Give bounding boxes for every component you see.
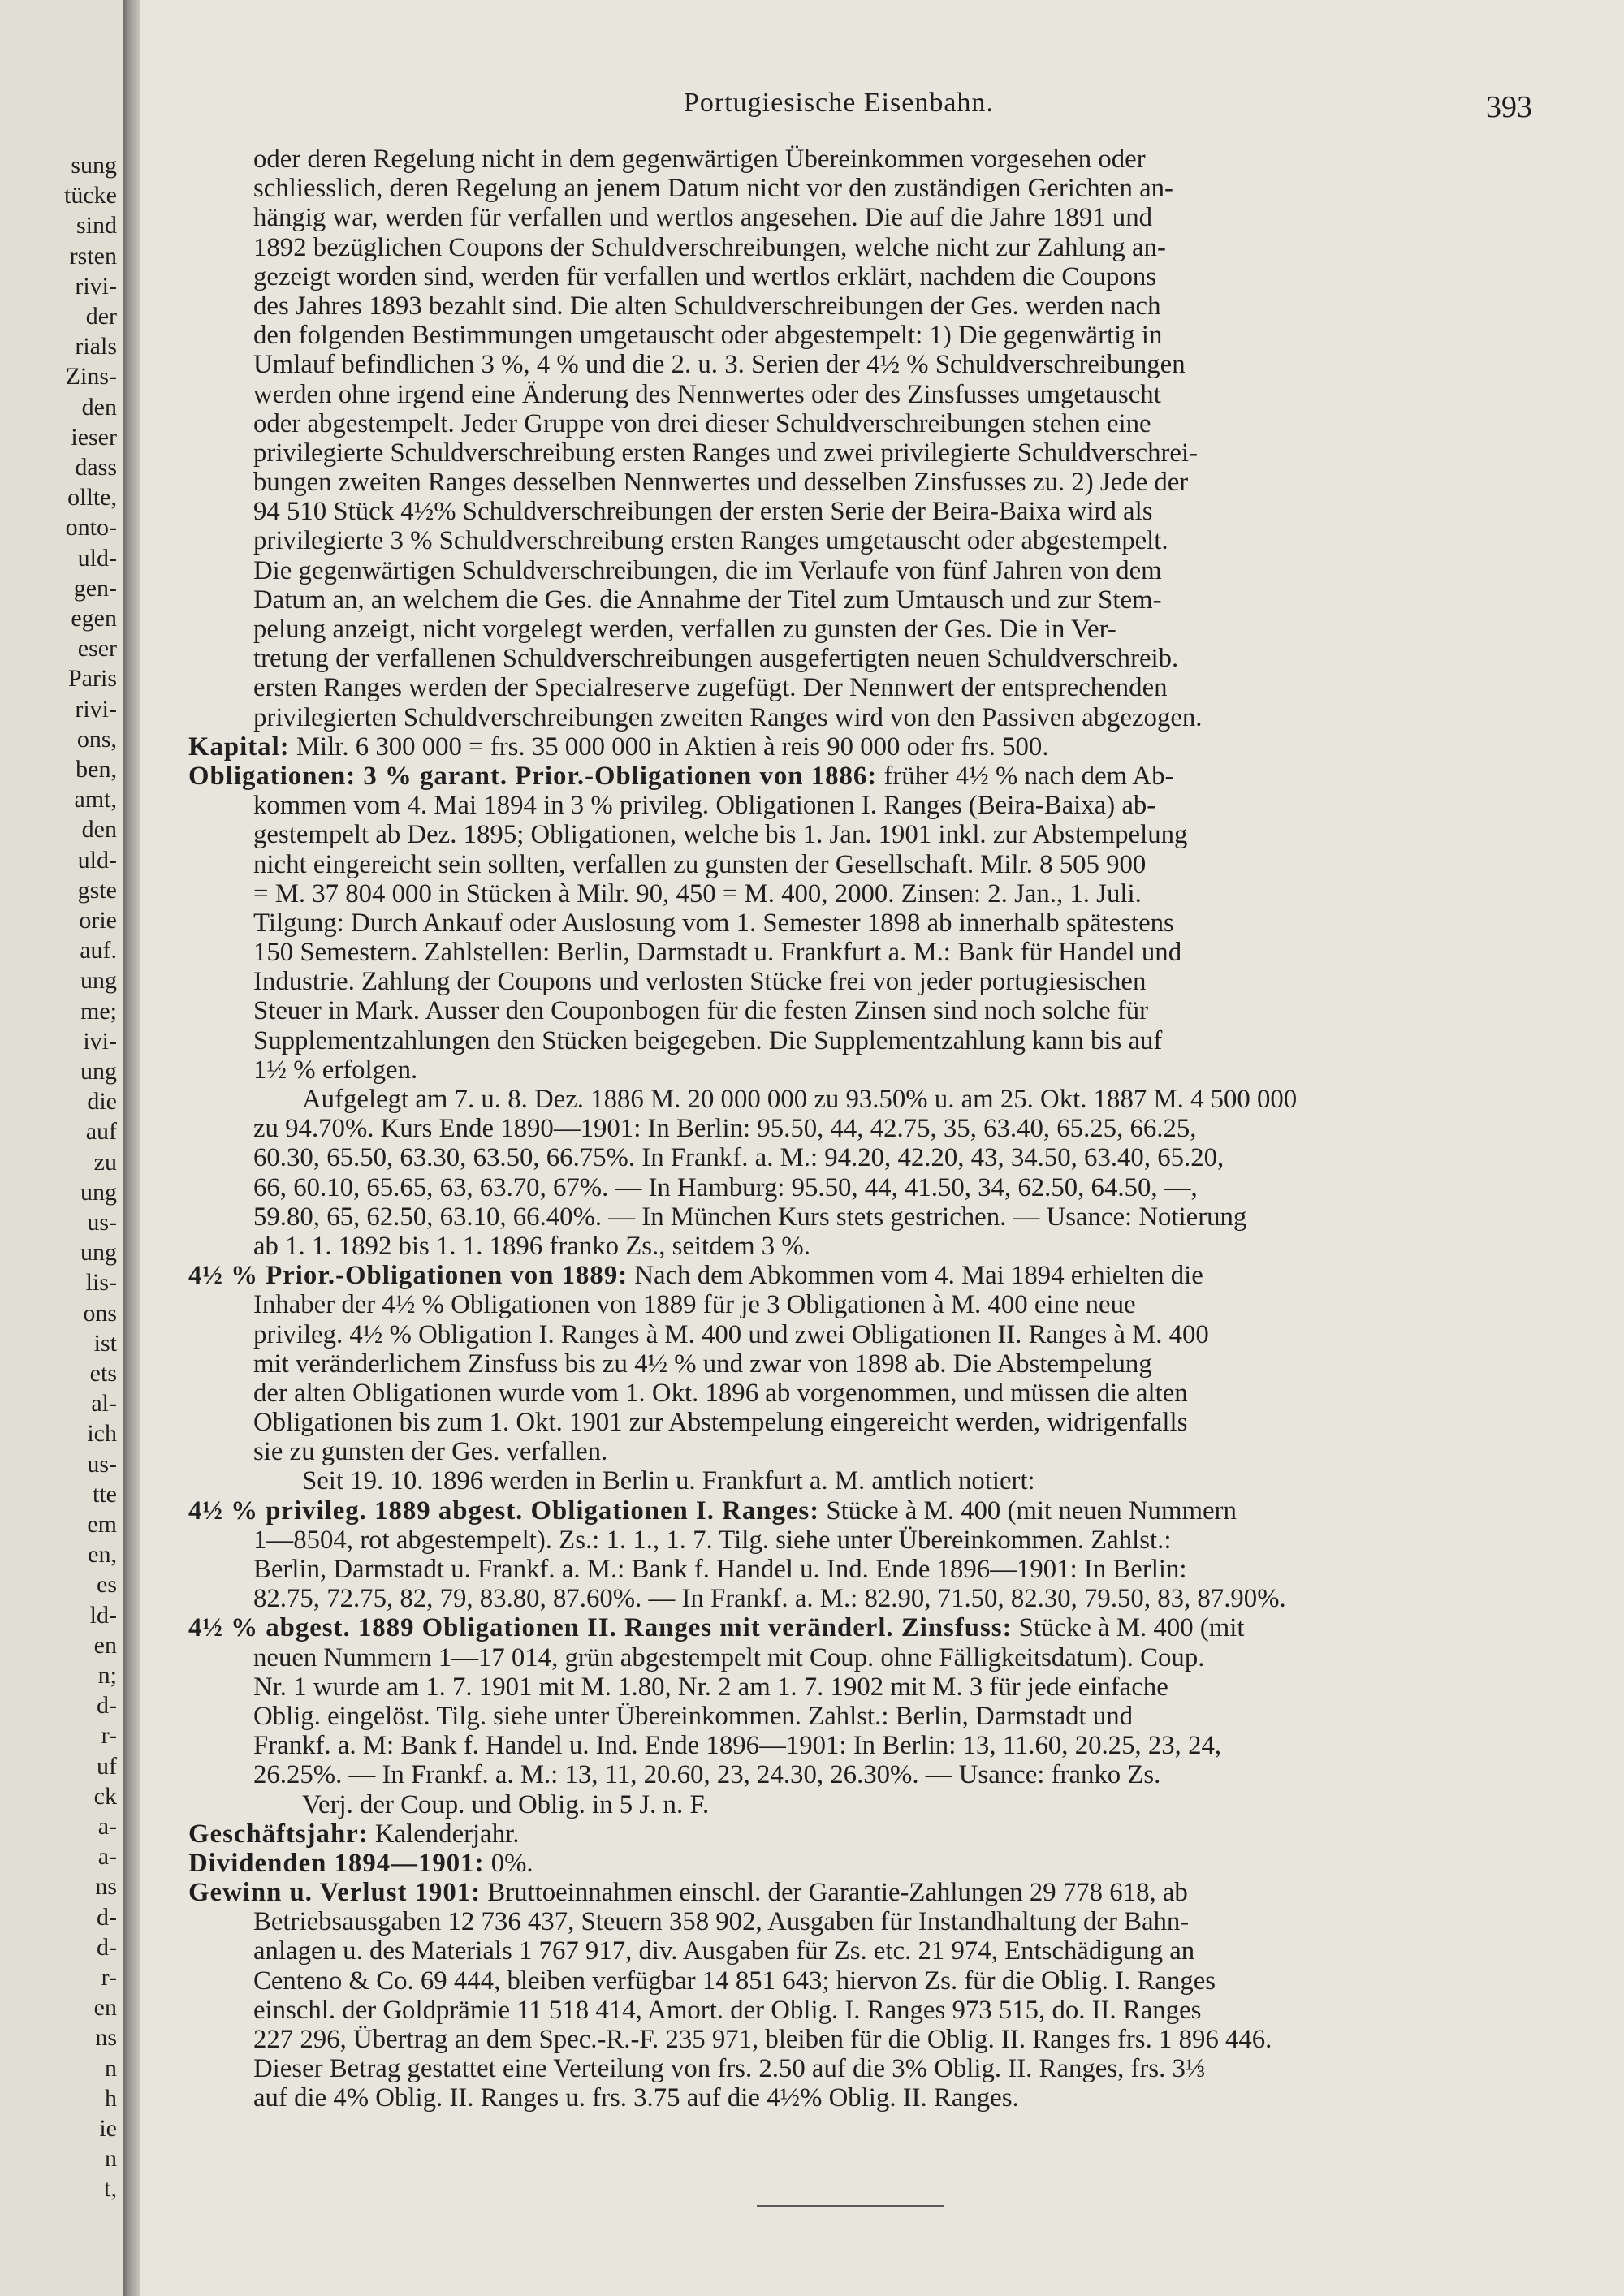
fragment-line: Zins- xyxy=(65,363,117,391)
line-text: 1892 bezüglichen Coupons der Schuldverschreibungen, welche nicht zur Zahlung an- xyxy=(253,232,1166,262)
fragment-line: t, xyxy=(104,2175,117,2203)
line-text: werden ohne irgend eine Änderung des Nennwertes oder des Zinsfusses umgetauscht xyxy=(253,379,1161,409)
line-text: Dieser Betrag gestattet eine Verteilung von frs. 2.50 auf die 3% Oblig. II. Ranges, frs. 3⅓ xyxy=(253,2054,1206,2084)
text-line xyxy=(188,1702,1593,1731)
text-line xyxy=(188,145,1593,174)
line-text: Betriebsausgaben 12 736 437, Steuern 358 902, Ausgaben für Instandhaltung der Bahn- xyxy=(253,1907,1190,1937)
text-line xyxy=(188,1849,1593,1878)
text-line xyxy=(188,1290,1593,1319)
fragment-line: auf. xyxy=(80,937,117,965)
fragment-line: uld- xyxy=(77,544,117,572)
text-line xyxy=(188,1114,1593,1143)
section-heading: Gewinn u. Verlust 1901: xyxy=(188,1878,482,1908)
fragment-line: ons, xyxy=(76,725,117,753)
fragment-line: ieser xyxy=(71,423,117,451)
text-line xyxy=(188,438,1593,468)
text-line xyxy=(188,1790,1593,1819)
text-line xyxy=(188,350,1593,379)
text-line xyxy=(188,2025,1593,2054)
fragment-line: ivi- xyxy=(83,1027,117,1055)
fragment-line: us- xyxy=(87,1209,117,1236)
fragment-line: den xyxy=(81,393,117,421)
fragment-line: es xyxy=(97,1571,117,1599)
fragment-line: ung xyxy=(80,1239,117,1267)
fragment-line: sind xyxy=(76,212,117,240)
text-line xyxy=(188,1907,1593,1936)
line-text: = M. 37 804 000 in Stücken à Milr. 90, 450 = M. 400, 2000. Zinsen: 2. Jan., 1. Juli. xyxy=(253,878,1142,908)
text-line xyxy=(188,1320,1593,1349)
text-line xyxy=(188,1055,1593,1085)
fragment-line: den xyxy=(81,816,117,844)
fragment-line: r- xyxy=(101,1722,117,1750)
fragment-line: onto- xyxy=(65,514,117,542)
fragment-line: n; xyxy=(97,1662,117,1689)
text-line xyxy=(188,1466,1593,1495)
line-text: nicht eingereicht sein sollten, verfallen zu gunsten der Gesellschaft. Milr. 8 505 900 xyxy=(253,849,1147,879)
fragment-line: en, xyxy=(88,1541,117,1569)
line-text: Seit 19. 10. 1896 werden in Berlin u. Frankfurt a. M. amtlich notiert: xyxy=(302,1466,1035,1496)
text-line xyxy=(188,908,1593,938)
line-text: 1—8504, rot abgestempelt). Zs.: 1. 1., 1. 7. Tilg. siehe unter Übereinkommen. Zahlst.: xyxy=(253,1525,1172,1555)
line-text: Umlauf befindlichen 3 %, 4 % und die 2. u. 3. Serien der 4½ % Schuldverschreibungen xyxy=(253,350,1186,380)
line-text: Tilgung: Durch Ankauf oder Auslosung vom 1. Semester 1898 ab innerhalb spätestens xyxy=(253,908,1174,938)
line-text: der alten Obligationen wurde vom 1. Okt. 1896 ab vorgenommen, und müssen die alten xyxy=(253,1378,1188,1408)
body-text xyxy=(188,145,1593,2113)
fragment-line: al- xyxy=(91,1390,117,1418)
text-line xyxy=(188,1643,1593,1672)
text-line xyxy=(188,673,1593,702)
line-text: pelung anzeigt, nicht vorgelegt werden, verfallen zu gunsten der Ges. Die in Ver- xyxy=(253,615,1116,644)
line-text: einschl. der Goldprämie 11 518 414, Amort. der Oblig. I. Ranges 973 515, do. II. Ranges xyxy=(253,1995,1202,2025)
fragment-line: rivi- xyxy=(75,695,117,723)
line-text: privileg. 4½ % Obligation I. Ranges à M. 400 und zwei Obligationen II. Ranges à M. 400 xyxy=(253,1319,1209,1349)
line-text: 59.80, 65, 62.50, 63.10, 66.40%. — In München Kurs stets gestrichen. — Usance: Notierung xyxy=(253,1202,1247,1232)
line-text: oder deren Regelung nicht in dem gegenwärtigen Übereinkommen vorgesehen oder xyxy=(253,145,1146,174)
fragment-line: ets xyxy=(89,1360,117,1387)
line-text: 26.25%. — In Frankf. a. M.: 13, 11, 20.60, 23, 24.30, 26.30%. — Usance: franko Zs. xyxy=(253,1760,1161,1790)
fragment-line: ld- xyxy=(89,1601,117,1629)
line-text: auf die 4% Oblig. II. Ranges u. frs. 3.75 auf die 4½% Oblig. II. Ranges. xyxy=(253,2083,1019,2113)
line-text: Inhaber der 4½ % Obligationen von 1889 für je 3 Obligationen à M. 400 eine neue xyxy=(253,1290,1136,1320)
fragment-line: d- xyxy=(97,1692,117,1720)
line-text: Obligationen bis zum 1. Okt. 1901 zur Abstempelung eingereicht werden, widrigenfalls xyxy=(253,1408,1188,1438)
fragment-line: tücke xyxy=(64,182,117,209)
fragment-line: sung xyxy=(71,152,117,179)
text-line xyxy=(188,1202,1593,1232)
fragment-line: gen- xyxy=(73,574,117,602)
text-line xyxy=(188,1760,1593,1789)
text-line xyxy=(188,380,1593,409)
text-line xyxy=(188,791,1593,820)
fragment-line: en xyxy=(93,1631,117,1659)
fragment-line: d- xyxy=(97,1903,117,1931)
text-line xyxy=(188,615,1593,644)
fragment-line: ck xyxy=(93,1782,117,1810)
fragment-line: a- xyxy=(97,1843,117,1871)
text-line xyxy=(188,1672,1593,1702)
section-heading: Kapital: xyxy=(188,732,290,762)
fragment-line: ollte, xyxy=(67,484,117,511)
text-line xyxy=(188,1966,1593,1996)
fragment-line: us- xyxy=(87,1450,117,1478)
line-text: 66, 60.10, 65.65, 63, 63.70, 67%. — In Hamburg: 95.50, 44, 41.50, 34, 62.50, 64.50, —, xyxy=(253,1172,1198,1202)
text-line xyxy=(188,2054,1593,2083)
text-line xyxy=(188,762,1593,791)
line-text: Datum an, an welchem die Ges. die Annahme der Titel zum Umtausch und zur Stem- xyxy=(253,585,1162,615)
line-text: früher 4½ % nach dem Ab- xyxy=(877,761,1174,791)
line-text: Oblig. eingelöst. Tilg. siehe unter Übereinkommen. Zahlst.: Berlin, Darmstadt und xyxy=(253,1701,1134,1731)
text-line xyxy=(188,996,1593,1025)
fragment-line: r- xyxy=(101,1964,117,1991)
text-line xyxy=(188,1584,1593,1613)
line-text: Berlin, Darmstadt u. Frankf. a. M.: Bank f. Handel u. Ind. Ende 1896—1901: In Berlin: xyxy=(253,1555,1187,1584)
line-text: 1½ % erfolgen. xyxy=(253,1055,418,1085)
fragment-line: ich xyxy=(87,1420,117,1448)
text-line xyxy=(188,262,1593,291)
line-text: oder abgestempelt. Jeder Gruppe von drei dieser Schuldverschreibungen stehen eine xyxy=(253,408,1151,438)
text-line xyxy=(188,556,1593,585)
fragment-line: ns xyxy=(95,2024,117,2052)
fragment-line: en xyxy=(93,1994,117,2022)
fragment-line: me; xyxy=(80,997,117,1025)
text-line xyxy=(188,203,1593,232)
line-text: zu 94.70%. Kurs Ende 1890—1901: In Berlin: 95.50, 44, 42.75, 35, 63.40, 65.25, 66.25, xyxy=(253,1114,1197,1144)
line-text: mit veränderlichem Zinsfuss bis zu 4½ % und zwar von 1898 ab. Die Abstempelung xyxy=(253,1349,1152,1379)
fragment-line: orie xyxy=(79,907,117,934)
line-text: Stücke à M. 400 (mit xyxy=(1012,1613,1245,1643)
line-text: Steuer in Mark. Ausser den Couponbogen für die festen Zinsen sind noch solche für xyxy=(253,996,1149,1026)
line-text: Nr. 1 wurde am 1. 7. 1901 mit M. 1.80, Nr. 2 am 1. 7. 1902 mit M. 3 für jede einfache xyxy=(253,1672,1168,1702)
text-line xyxy=(188,967,1593,996)
line-text: 150 Semestern. Zahlstellen: Berlin, Darmstadt u. Frankfurt a. M.: Bank für Handel und xyxy=(253,938,1182,968)
line-text: Supplementzahlungen den Stücken beigegeben. Die Supplementzahlung kann bis auf xyxy=(253,1025,1163,1055)
fragment-line: dass xyxy=(75,454,117,481)
text-line xyxy=(188,820,1593,849)
fragment-line: tte xyxy=(93,1480,117,1508)
text-line xyxy=(188,850,1593,879)
fragment-line: eser xyxy=(77,635,117,662)
text-line xyxy=(188,1085,1593,1114)
line-text: den folgenden Bestimmungen umgetauscht oder abgestempelt: 1) Die gegenwärtig in xyxy=(253,321,1163,351)
fragment-line: em xyxy=(87,1511,117,1538)
fragment-line: gste xyxy=(77,876,117,904)
text-line xyxy=(188,1173,1593,1202)
page-number: 393 xyxy=(1486,90,1532,124)
line-text: gezeigt worden sind, werden für verfallen und wertlos erklärt, nachdem die Coupons xyxy=(253,261,1157,291)
section-heading: Obligationen: 3 % garant. Prior.-Obligationen von 1886: xyxy=(188,761,878,791)
fragment-line: der xyxy=(85,303,117,330)
line-text: 94 510 Stück 4½% Schuldverschreibungen der ersten Serie der Beira-Baixa wird als xyxy=(253,497,1153,527)
text-line xyxy=(188,1613,1593,1642)
page xyxy=(140,0,1624,2296)
line-text: 227 296, Übertrag an dem Spec.-R.-F. 235 971, bleiben für die Oblig. II. Ranges frs. 1 896 446. xyxy=(253,2025,1272,2054)
line-text: sie zu gunsten der Ges. verfallen. xyxy=(253,1437,608,1467)
line-text: ab 1. 1. 1892 bis 1. 1. 1896 franko Zs., seitdem 3 %. xyxy=(253,1231,810,1261)
fragment-line: rsten xyxy=(69,242,117,270)
line-text: Bruttoeinnahmen einschl. der Garantie-Zahlungen 29 778 618, ab xyxy=(481,1878,1188,1908)
fragment-line: rials xyxy=(75,333,117,360)
fragment-line: ist xyxy=(93,1329,117,1357)
running-header: Portugiesische Eisenbahn. xyxy=(684,88,994,118)
text-line xyxy=(188,1878,1593,1907)
line-text: gestempelt ab Dez. 1895; Obligationen, welche bis 1. Jan. 1901 inkl. zur Abstempelung xyxy=(253,820,1188,850)
line-text: Milr. 6 300 000 = frs. 35 000 000 in Aktien à reis 90 000 oder frs. 500. xyxy=(289,732,1049,762)
line-text: Nach dem Abkommen vom 4. Mai 1894 erhielten die xyxy=(628,1261,1203,1291)
line-text: Aufgelegt am 7. u. 8. Dez. 1886 M. 20 000 000 zu 93.50% u. am 25. Okt. 1887 M. 4 500 000 xyxy=(302,1085,1298,1114)
text-line xyxy=(188,1379,1593,1408)
fragment-line: ung xyxy=(80,1058,117,1085)
text-line xyxy=(188,1408,1593,1437)
fragment-line: die xyxy=(87,1088,117,1116)
fragment-line: ie xyxy=(99,2115,117,2142)
text-line xyxy=(188,1026,1593,1055)
text-line xyxy=(188,703,1593,732)
fragment-line: d- xyxy=(97,1933,117,1961)
line-text: privilegierte 3 % Schuldverschreibung ersten Ranges umgetauscht oder abgestempelt. xyxy=(253,526,1168,556)
text-line xyxy=(188,321,1593,350)
fragment-line: a- xyxy=(97,1813,117,1840)
text-line xyxy=(188,468,1593,497)
text-line xyxy=(188,1526,1593,1555)
fragment-line: ns xyxy=(95,1873,117,1901)
fragment-line: Paris xyxy=(68,665,117,693)
fragment-line: ons xyxy=(83,1299,117,1327)
text-line xyxy=(188,585,1593,615)
text-line xyxy=(188,233,1593,262)
fragment-line: lis- xyxy=(85,1269,117,1297)
line-text: neuen Nummern 1—17 014, grün abgestempelt mit Coup. ohne Fälligkeitsdatum). Coup. xyxy=(253,1642,1205,1672)
text-line xyxy=(188,1819,1593,1849)
text-line xyxy=(188,879,1593,908)
section-heading: Geschäftsjahr: xyxy=(188,1819,369,1849)
text-line xyxy=(188,1996,1593,2025)
line-text: ersten Ranges werden der Specialreserve zugefügt. Der Nennwert der entsprechenden xyxy=(253,673,1168,703)
line-text: Industrie. Zahlung der Coupons und verlosten Stücke frei von jeder portugiesischen xyxy=(253,967,1147,997)
line-text: Kalenderjahr. xyxy=(368,1819,520,1849)
text-line xyxy=(188,644,1593,673)
fragment-line: n xyxy=(105,2054,117,2082)
text-line xyxy=(188,1261,1593,1290)
text-line xyxy=(188,2083,1593,2113)
text-line xyxy=(188,1496,1593,1526)
text-line xyxy=(188,1936,1593,1966)
line-text: privilegierte Schuldverschreibung ersten Ranges und zwei privilegierte Schuldverschrei- xyxy=(253,438,1198,468)
text-line xyxy=(188,1437,1593,1466)
line-text: des Jahres 1893 bezahlt sind. Die alten Schuldverschreibungen der Ges. werden nach xyxy=(253,291,1161,321)
line-text: Centeno & Co. 69 444, bleiben verfügbar 14 851 643; hiervon Zs. für die Oblig. I. Ranges xyxy=(253,1966,1216,1996)
book-gutter xyxy=(123,0,140,2296)
closing-rule xyxy=(757,2205,944,2207)
text-line xyxy=(188,1232,1593,1261)
line-text: anlagen u. des Materials 1 767 917, div. Ausgaben für Zs. etc. 21 974, Entschädigung an xyxy=(253,1936,1195,1966)
text-line xyxy=(188,497,1593,526)
previous-page-fragment xyxy=(0,0,123,2296)
fragment-line: h xyxy=(105,2084,117,2112)
text-line xyxy=(188,174,1593,203)
text-line xyxy=(188,526,1593,555)
text-line xyxy=(188,1349,1593,1379)
text-line xyxy=(188,938,1593,967)
section-heading: 4½ % Prior.-Obligationen von 1889: xyxy=(188,1261,628,1291)
fragment-line: auf xyxy=(85,1118,117,1146)
text-line xyxy=(188,1731,1593,1760)
fragment-line: amt, xyxy=(74,786,117,814)
fragment-line: ben, xyxy=(76,756,117,783)
line-text: 0%. xyxy=(484,1848,533,1878)
line-text: Die gegenwärtigen Schuldverschreibungen, die im Verlaufe von fünf Jahren von dem xyxy=(253,555,1162,585)
section-heading: 4½ % privileg. 1889 abgest. Obligationen I. Ranges: xyxy=(188,1495,820,1526)
section-heading: Dividenden 1894—1901: xyxy=(188,1848,485,1878)
section-heading: 4½ % abgest. 1889 Obligationen II. Ranges mit veränderl. Zinsfuss: xyxy=(188,1613,1013,1643)
fragment-line: uld- xyxy=(77,846,117,874)
line-text: hängig war, werden für verfallen und wertlos angesehen. Die auf die Jahre 1891 und xyxy=(253,203,1153,233)
text-line xyxy=(188,409,1593,438)
text-line xyxy=(188,291,1593,321)
fragment-line: ung xyxy=(80,1178,117,1206)
line-text: tretung der verfallenen Schuldverschreibungen ausgefertigten neuen Schuldverschreib. xyxy=(253,644,1179,674)
fragment-line: uf xyxy=(97,1752,117,1780)
text-line xyxy=(188,732,1593,762)
line-text: schliesslich, deren Regelung an jenem Datum nicht vor den zuständigen Gerichten an- xyxy=(253,174,1173,204)
line-text: 82.75, 72.75, 82, 79, 83.80, 87.60%. — In Frankf. a. M.: 82.90, 71.50, 82.30, 79.50, 83, 87.90%. xyxy=(253,1584,1286,1614)
line-text: 60.30, 65.50, 63.30, 63.50, 66.75%. In Frankf. a. M.: 94.20, 42.20, 43, 34.50, 63.40, 65.20, xyxy=(253,1143,1224,1173)
line-text: Verj. der Coup. und Oblig. in 5 J. n. F. xyxy=(302,1789,710,1819)
line-text: Stücke à M. 400 (mit neuen Nummern xyxy=(819,1495,1237,1526)
fragment-line: ung xyxy=(80,967,117,995)
text-line xyxy=(188,1143,1593,1172)
line-text: kommen vom 4. Mai 1894 in 3 % privileg. Obligationen I. Ranges (Beira-Baixa) ab- xyxy=(253,791,1156,821)
fragment-line: egen xyxy=(71,605,117,632)
line-text: Frankf. a. M: Bank f. Handel u. Ind. Ende 1896—1901: In Berlin: 13, 11.60, 20.25, 23, 24, xyxy=(253,1731,1222,1761)
line-text: bungen zweiten Ranges desselben Nennwertes und desselben Zinsfusses zu. 2) Jede der xyxy=(253,468,1189,498)
fragment-line: rivi- xyxy=(75,272,117,300)
fragment-line: n xyxy=(105,2145,117,2173)
line-text: privilegierten Schuldverschreibungen zweiten Ranges wird von den Passiven abgezogen. xyxy=(253,702,1203,732)
fragment-line: zu xyxy=(93,1148,117,1176)
text-line xyxy=(188,1555,1593,1584)
